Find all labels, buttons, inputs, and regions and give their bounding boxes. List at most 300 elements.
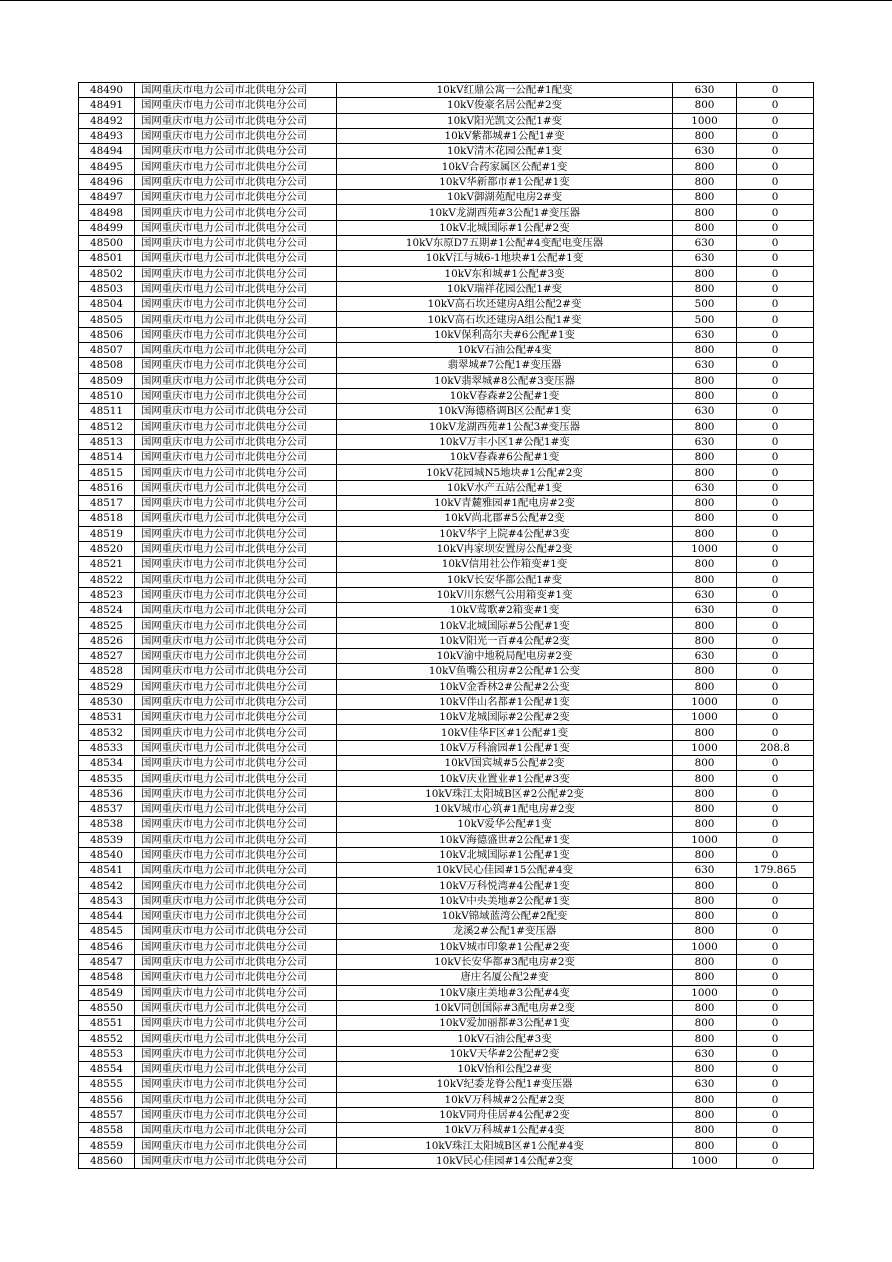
- transformer-name-cell: 10kV北城国际#1公配#1变: [337, 847, 673, 862]
- org-name-cell: 国网重庆市电力公司市北供电分公司: [135, 205, 337, 220]
- capacity-cell: 630: [673, 404, 737, 419]
- table-row: [79, 373, 814, 388]
- capacity-cell: 800: [673, 909, 737, 924]
- table-row: [79, 970, 814, 985]
- value-cell: 0: [737, 526, 814, 541]
- org-name-cell: 国网重庆市电力公司市北供电分公司: [135, 648, 337, 663]
- capacity-cell: 1000: [673, 939, 737, 954]
- value-cell: 0: [737, 327, 814, 342]
- transformer-name-cell: 10kV长安华都公配1#变: [337, 572, 673, 587]
- table-row: [79, 648, 814, 663]
- table-row: [79, 817, 814, 832]
- value-cell: 0: [737, 648, 814, 663]
- capacity-cell: 630: [673, 83, 737, 98]
- table-row: [79, 404, 814, 419]
- transformer-name-cell: 10kV爱华公配#1变: [337, 817, 673, 832]
- value-cell: 0: [737, 159, 814, 174]
- value-cell: 0: [737, 358, 814, 373]
- capacity-cell: 1000: [673, 694, 737, 709]
- table-row: [79, 1000, 814, 1015]
- transformer-name-cell: 10kV御湖苑配电房2#变: [337, 190, 673, 205]
- org-name-cell: 国网重庆市电力公司市北供电分公司: [135, 480, 337, 495]
- value-cell: 0: [737, 694, 814, 709]
- org-name-cell: 国网重庆市电力公司市北供电分公司: [135, 312, 337, 327]
- transformer-name-cell: 10kV万科城#1公配#4变: [337, 1123, 673, 1138]
- table-row: [79, 174, 814, 189]
- org-name-cell: 国网重庆市电力公司市北供电分公司: [135, 541, 337, 556]
- org-name-cell: 国网重庆市电力公司市北供电分公司: [135, 1000, 337, 1015]
- capacity-cell: 800: [673, 174, 737, 189]
- transformer-name-cell: 10kV龙湖西苑#1公配3#变压器: [337, 419, 673, 434]
- row-id-cell: 48511: [79, 404, 135, 419]
- table-row: [79, 128, 814, 143]
- org-name-cell: 国网重庆市电力公司市北供电分公司: [135, 434, 337, 449]
- value-cell: 0: [737, 801, 814, 816]
- transformer-name-cell: 10kV龙城国际#2公配#2变: [337, 710, 673, 725]
- table-row: [79, 434, 814, 449]
- capacity-cell: 800: [673, 725, 737, 740]
- capacity-cell: 800: [673, 954, 737, 969]
- org-name-cell: 国网重庆市电力公司市北供电分公司: [135, 266, 337, 281]
- transformer-name-cell: 10kV信用社公作箱变#1变: [337, 557, 673, 572]
- row-id-cell: 48512: [79, 419, 135, 434]
- row-id-cell: 48560: [79, 1153, 135, 1168]
- org-name-cell: 国网重庆市电力公司市北供电分公司: [135, 954, 337, 969]
- row-id-cell: 48556: [79, 1092, 135, 1107]
- transformer-name-cell: 10kV阳光一百#4公配#2变: [337, 633, 673, 648]
- org-name-cell: 国网重庆市电力公司市北供电分公司: [135, 878, 337, 893]
- transformer-name-cell: 10kV东和城#1公配#3变: [337, 266, 673, 281]
- org-name-cell: 国网重庆市电力公司市北供电分公司: [135, 235, 337, 250]
- table-row: [79, 496, 814, 511]
- transformer-name-cell: 10kV龙湖西苑#3公配1#变压器: [337, 205, 673, 220]
- value-cell: 0: [737, 281, 814, 296]
- capacity-cell: 800: [673, 373, 737, 388]
- capacity-cell: 630: [673, 1077, 737, 1092]
- org-name-cell: 国网重庆市电力公司市北供电分公司: [135, 771, 337, 786]
- row-id-cell: 48521: [79, 557, 135, 572]
- org-name-cell: 国网重庆市电力公司市北供电分公司: [135, 970, 337, 985]
- org-name-cell: 国网重庆市电力公司市北供电分公司: [135, 327, 337, 342]
- row-id-cell: 48523: [79, 587, 135, 602]
- org-name-cell: 国网重庆市电力公司市北供电分公司: [135, 847, 337, 862]
- capacity-cell: 800: [673, 465, 737, 480]
- org-name-cell: 国网重庆市电力公司市北供电分公司: [135, 679, 337, 694]
- transformer-table-container: [78, 82, 813, 1169]
- table-row: [79, 909, 814, 924]
- capacity-cell: 800: [673, 511, 737, 526]
- org-name-cell: 国网重庆市电力公司市北供电分公司: [135, 756, 337, 771]
- table-row: [79, 1062, 814, 1077]
- value-cell: 0: [737, 1077, 814, 1092]
- row-id-cell: 48518: [79, 511, 135, 526]
- org-name-cell: 国网重庆市电力公司市北供电分公司: [135, 1062, 337, 1077]
- value-cell: 0: [737, 557, 814, 572]
- row-id-cell: 48517: [79, 496, 135, 511]
- value-cell: 0: [737, 1107, 814, 1122]
- value-cell: 0: [737, 312, 814, 327]
- table-row: [79, 633, 814, 648]
- table-row: [79, 1107, 814, 1122]
- row-id-cell: 48509: [79, 373, 135, 388]
- org-name-cell: 国网重庆市电力公司市北供电分公司: [135, 144, 337, 159]
- transformer-name-cell: 10kV珠江太阳城B区#2公配#2变: [337, 786, 673, 801]
- row-id-cell: 48503: [79, 281, 135, 296]
- capacity-cell: 630: [673, 587, 737, 602]
- capacity-cell: 800: [673, 220, 737, 235]
- transformer-name-cell: 龙溪2#公配1#变压器: [337, 924, 673, 939]
- row-id-cell: 48544: [79, 909, 135, 924]
- transformer-name-cell: 10kV石油公配#3变: [337, 1031, 673, 1046]
- table-row: [79, 327, 814, 342]
- table-row: [79, 83, 814, 98]
- row-id-cell: 48494: [79, 144, 135, 159]
- transformer-name-cell: 10kV春森#2公配#1变: [337, 388, 673, 403]
- transformer-name-cell: 10kV中央美地#2公配#1变: [337, 893, 673, 908]
- table-row: [79, 603, 814, 618]
- table-row: [79, 863, 814, 878]
- org-name-cell: 国网重庆市电力公司市北供电分公司: [135, 618, 337, 633]
- table-row: [79, 1153, 814, 1168]
- org-name-cell: 国网重庆市电力公司市北供电分公司: [135, 1031, 337, 1046]
- capacity-cell: 800: [673, 1031, 737, 1046]
- transformer-name-cell: 10kV华新都市#1公配#1变: [337, 174, 673, 189]
- org-name-cell: 国网重庆市电力公司市北供电分公司: [135, 863, 337, 878]
- row-id-cell: 48515: [79, 465, 135, 480]
- capacity-cell: 800: [673, 878, 737, 893]
- table-row: [79, 281, 814, 296]
- table-row: [79, 144, 814, 159]
- transformer-name-cell: 10kV紫都城#1公配1#变: [337, 128, 673, 143]
- capacity-cell: 1000: [673, 1153, 737, 1168]
- org-name-cell: 国网重庆市电力公司市北供电分公司: [135, 496, 337, 511]
- capacity-cell: 800: [673, 572, 737, 587]
- org-name-cell: 国网重庆市电力公司市北供电分公司: [135, 694, 337, 709]
- capacity-cell: 800: [673, 1000, 737, 1015]
- org-name-cell: 国网重庆市电力公司市北供电分公司: [135, 465, 337, 480]
- value-cell: 0: [737, 144, 814, 159]
- capacity-cell: 500: [673, 312, 737, 327]
- org-name-cell: 国网重庆市电力公司市北供电分公司: [135, 1107, 337, 1122]
- transformer-name-cell: 10kV翡翠城#8公配#3变压器: [337, 373, 673, 388]
- org-name-cell: 国网重庆市电力公司市北供电分公司: [135, 1123, 337, 1138]
- org-name-cell: 国网重庆市电力公司市北供电分公司: [135, 985, 337, 1000]
- transformer-name-cell: 10kV佳华F区#1公配#1变: [337, 725, 673, 740]
- org-name-cell: 国网重庆市电力公司市北供电分公司: [135, 1138, 337, 1153]
- capacity-cell: 630: [673, 863, 737, 878]
- value-cell: 0: [737, 832, 814, 847]
- capacity-cell: 800: [673, 618, 737, 633]
- value-cell: 0: [737, 541, 814, 556]
- value-cell: 0: [737, 572, 814, 587]
- transformer-name-cell: 10kV城市心筑#1配电房#2变: [337, 801, 673, 816]
- capacity-cell: 800: [673, 924, 737, 939]
- value-cell: 0: [737, 343, 814, 358]
- table-row: [79, 343, 814, 358]
- capacity-cell: 800: [673, 98, 737, 113]
- org-name-cell: 国网重庆市电力公司市北供电分公司: [135, 725, 337, 740]
- value-cell: 0: [737, 1153, 814, 1168]
- transformer-name-cell: 10kV水产五站公配#1变: [337, 480, 673, 495]
- org-name-cell: 国网重庆市电力公司市北供电分公司: [135, 924, 337, 939]
- table-row: [79, 618, 814, 633]
- capacity-cell: 800: [673, 190, 737, 205]
- row-id-cell: 48490: [79, 83, 135, 98]
- table-row: [79, 1123, 814, 1138]
- row-id-cell: 48524: [79, 603, 135, 618]
- capacity-cell: 800: [673, 786, 737, 801]
- table-body: [79, 83, 814, 1169]
- capacity-cell: 800: [673, 756, 737, 771]
- row-id-cell: 48528: [79, 664, 135, 679]
- transformer-name-cell: 10kV阳光凯文公配1#变: [337, 113, 673, 128]
- table-row: [79, 587, 814, 602]
- transformer-name-cell: 10kV万科悦湾#4公配#1变: [337, 878, 673, 893]
- row-id-cell: 48496: [79, 174, 135, 189]
- capacity-cell: 1000: [673, 710, 737, 725]
- transformer-name-cell: 10kV北城国际#5公配#1变: [337, 618, 673, 633]
- table-row: [79, 710, 814, 725]
- table-row: [79, 205, 814, 220]
- capacity-cell: 630: [673, 251, 737, 266]
- transformer-table: [78, 82, 814, 1169]
- table-row: [79, 924, 814, 939]
- org-name-cell: 国网重庆市电力公司市北供电分公司: [135, 832, 337, 847]
- transformer-name-cell: 10kV保利高尔夫#6公配#1变: [337, 327, 673, 342]
- row-id-cell: 48506: [79, 327, 135, 342]
- transformer-name-cell: 10kV川东燃气公用箱变#1变: [337, 587, 673, 602]
- table-row: [79, 312, 814, 327]
- table-row: [79, 98, 814, 113]
- table-row: [79, 113, 814, 128]
- table-row: [79, 771, 814, 786]
- transformer-name-cell: 10kV金香林2#公配#2公变: [337, 679, 673, 694]
- row-id-cell: 48534: [79, 756, 135, 771]
- value-cell: 0: [737, 679, 814, 694]
- value-cell: 0: [737, 251, 814, 266]
- row-id-cell: 48500: [79, 235, 135, 250]
- capacity-cell: 800: [673, 159, 737, 174]
- transformer-name-cell: 10kV万科渝园#1公配#1变: [337, 740, 673, 755]
- capacity-cell: 630: [673, 1046, 737, 1061]
- table-row: [79, 480, 814, 495]
- value-cell: 0: [737, 786, 814, 801]
- row-id-cell: 48553: [79, 1046, 135, 1061]
- value-cell: 0: [737, 587, 814, 602]
- table-row: [79, 220, 814, 235]
- transformer-name-cell: 10kV华宇上院#4公配#3变: [337, 526, 673, 541]
- org-name-cell: 国网重庆市电力公司市北供电分公司: [135, 1153, 337, 1168]
- capacity-cell: 630: [673, 434, 737, 449]
- value-cell: 0: [737, 434, 814, 449]
- value-cell: 0: [737, 924, 814, 939]
- org-name-cell: 国网重庆市电力公司市北供电分公司: [135, 297, 337, 312]
- transformer-name-cell: 10kV民心佳园#15公配#4变: [337, 863, 673, 878]
- table-row: [79, 985, 814, 1000]
- row-id-cell: 48549: [79, 985, 135, 1000]
- row-id-cell: 48491: [79, 98, 135, 113]
- row-id-cell: 48535: [79, 771, 135, 786]
- value-cell: 0: [737, 83, 814, 98]
- value-cell: 0: [737, 220, 814, 235]
- transformer-name-cell: 10kV万科城#2公配#2变: [337, 1092, 673, 1107]
- value-cell: 0: [737, 450, 814, 465]
- capacity-cell: 1000: [673, 113, 737, 128]
- value-cell: 0: [737, 190, 814, 205]
- value-cell: 0: [737, 710, 814, 725]
- table-row: [79, 954, 814, 969]
- capacity-cell: 800: [673, 633, 737, 648]
- page-top-rule: [0, 0, 892, 1]
- row-id-cell: 48527: [79, 648, 135, 663]
- table-row: [79, 235, 814, 250]
- capacity-cell: 800: [673, 526, 737, 541]
- row-id-cell: 48530: [79, 694, 135, 709]
- row-id-cell: 48541: [79, 863, 135, 878]
- transformer-name-cell: 10kV合药家属区公配#1变: [337, 159, 673, 174]
- table-row: [79, 388, 814, 403]
- transformer-name-cell: 10kV清木花园公配#1变: [337, 144, 673, 159]
- table-row: [79, 358, 814, 373]
- row-id-cell: 48510: [79, 388, 135, 403]
- org-name-cell: 国网重庆市电力公司市北供电分公司: [135, 1092, 337, 1107]
- row-id-cell: 48536: [79, 786, 135, 801]
- transformer-name-cell: 10kV伴山名都#1公配#1变: [337, 694, 673, 709]
- org-name-cell: 国网重庆市电力公司市北供电分公司: [135, 587, 337, 602]
- transformer-name-cell: 10kV同舟佳居#4公配#2变: [337, 1107, 673, 1122]
- value-cell: 179.865: [737, 863, 814, 878]
- row-id-cell: 48552: [79, 1031, 135, 1046]
- transformer-name-cell: 10kV石油公配#4变: [337, 343, 673, 358]
- org-name-cell: 国网重庆市电力公司市北供电分公司: [135, 1046, 337, 1061]
- capacity-cell: 800: [673, 970, 737, 985]
- row-id-cell: 48546: [79, 939, 135, 954]
- org-name-cell: 国网重庆市电力公司市北供电分公司: [135, 358, 337, 373]
- org-name-cell: 国网重庆市电力公司市北供电分公司: [135, 251, 337, 266]
- transformer-name-cell: 10kV城市印象#1公配#2变: [337, 939, 673, 954]
- org-name-cell: 国网重庆市电力公司市北供电分公司: [135, 664, 337, 679]
- row-id-cell: 48532: [79, 725, 135, 740]
- capacity-cell: 800: [673, 1062, 737, 1077]
- capacity-cell: 800: [673, 1092, 737, 1107]
- table-row: [79, 832, 814, 847]
- table-row: [79, 756, 814, 771]
- capacity-cell: 800: [673, 679, 737, 694]
- table-row: [79, 190, 814, 205]
- value-cell: 0: [737, 1046, 814, 1061]
- value-cell: 0: [737, 113, 814, 128]
- row-id-cell: 48531: [79, 710, 135, 725]
- capacity-cell: 630: [673, 235, 737, 250]
- transformer-name-cell: 10kV万丰小区1#公配1#变: [337, 434, 673, 449]
- transformer-name-cell: 10kV鱼嘴公租房#2公配#1公变: [337, 664, 673, 679]
- transformer-name-cell: 10kV怡和公配2#变: [337, 1062, 673, 1077]
- value-cell: 0: [737, 205, 814, 220]
- row-id-cell: 48538: [79, 817, 135, 832]
- capacity-cell: 800: [673, 1016, 737, 1031]
- row-id-cell: 48504: [79, 297, 135, 312]
- row-id-cell: 48498: [79, 205, 135, 220]
- org-name-cell: 国网重庆市电力公司市北供电分公司: [135, 404, 337, 419]
- value-cell: 0: [737, 847, 814, 862]
- table-row: [79, 1016, 814, 1031]
- row-id-cell: 48502: [79, 266, 135, 281]
- transformer-name-cell: 10kV北城国际#1公配#2变: [337, 220, 673, 235]
- capacity-cell: 800: [673, 1138, 737, 1153]
- org-name-cell: 国网重庆市电力公司市北供电分公司: [135, 281, 337, 296]
- table-row: [79, 450, 814, 465]
- row-id-cell: 48493: [79, 128, 135, 143]
- org-name-cell: 国网重庆市电力公司市北供电分公司: [135, 801, 337, 816]
- table-row: [79, 1092, 814, 1107]
- transformer-name-cell: 10kV高石坎还建房A组公配1#变: [337, 312, 673, 327]
- value-cell: 0: [737, 771, 814, 786]
- org-name-cell: 国网重庆市电力公司市北供电分公司: [135, 633, 337, 648]
- value-cell: 0: [737, 1123, 814, 1138]
- row-id-cell: 48529: [79, 679, 135, 694]
- table-row: [79, 786, 814, 801]
- transformer-name-cell: 10kV同创国际#3配电房#2变: [337, 1000, 673, 1015]
- table-row: [79, 511, 814, 526]
- row-id-cell: 48520: [79, 541, 135, 556]
- value-cell: 0: [737, 878, 814, 893]
- value-cell: 0: [737, 1062, 814, 1077]
- capacity-cell: 1000: [673, 541, 737, 556]
- org-name-cell: 国网重庆市电力公司市北供电分公司: [135, 939, 337, 954]
- org-name-cell: 国网重庆市电力公司市北供电分公司: [135, 128, 337, 143]
- capacity-cell: 630: [673, 144, 737, 159]
- row-id-cell: 48499: [79, 220, 135, 235]
- row-id-cell: 48547: [79, 954, 135, 969]
- value-cell: 0: [737, 235, 814, 250]
- org-name-cell: 国网重庆市电力公司市北供电分公司: [135, 1077, 337, 1092]
- value-cell: 0: [737, 419, 814, 434]
- capacity-cell: 800: [673, 1123, 737, 1138]
- row-id-cell: 48495: [79, 159, 135, 174]
- row-id-cell: 48550: [79, 1000, 135, 1015]
- transformer-name-cell: 唐庄名厦公配2#变: [337, 970, 673, 985]
- table-row: [79, 939, 814, 954]
- transformer-name-cell: 10kV纪委龙脊公配1#变压器: [337, 1077, 673, 1092]
- table-row: [79, 541, 814, 556]
- transformer-name-cell: 10kV民心佳园#14公配#2变: [337, 1153, 673, 1168]
- table-row: [79, 740, 814, 755]
- table-row: [79, 1046, 814, 1061]
- capacity-cell: 800: [673, 847, 737, 862]
- value-cell: 0: [737, 1031, 814, 1046]
- org-name-cell: 国网重庆市电力公司市北供电分公司: [135, 98, 337, 113]
- row-id-cell: 48543: [79, 893, 135, 908]
- transformer-name-cell: 10kV国宾城#5公配#2变: [337, 756, 673, 771]
- row-id-cell: 48540: [79, 847, 135, 862]
- value-cell: 0: [737, 1092, 814, 1107]
- value-cell: 0: [737, 817, 814, 832]
- table-row: [79, 266, 814, 281]
- capacity-cell: 800: [673, 128, 737, 143]
- value-cell: 0: [737, 373, 814, 388]
- capacity-cell: 800: [673, 801, 737, 816]
- value-cell: 0: [737, 954, 814, 969]
- transformer-name-cell: 翡翠城#7公配1#变压器: [337, 358, 673, 373]
- row-id-cell: 48525: [79, 618, 135, 633]
- org-name-cell: 国网重庆市电力公司市北供电分公司: [135, 190, 337, 205]
- org-name-cell: 国网重庆市电力公司市北供电分公司: [135, 83, 337, 98]
- row-id-cell: 48526: [79, 633, 135, 648]
- transformer-name-cell: 10kV珠江太阳城B区#1公配#4变: [337, 1138, 673, 1153]
- transformer-name-cell: 10kV青麓雅园#1配电房#2变: [337, 496, 673, 511]
- capacity-cell: 800: [673, 343, 737, 358]
- table-row: [79, 465, 814, 480]
